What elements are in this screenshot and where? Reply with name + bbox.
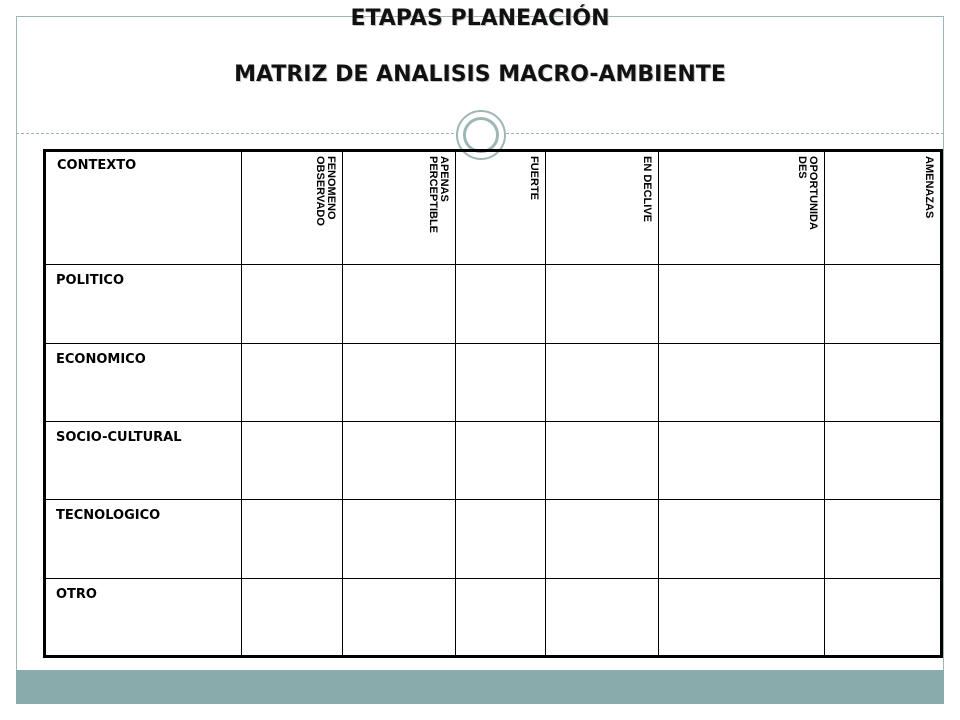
matrix-cell [343,265,456,343]
macro-environment-matrix [43,149,943,658]
header-cell [343,151,456,265]
row-header-cell [45,578,242,656]
matrix-cell [825,500,942,578]
row-header-cell [45,343,242,421]
matrix-cell [242,500,343,578]
matrix-cell [343,422,456,500]
matrix-cell [546,422,659,500]
column-header-label: AMENAZAS [923,156,935,219]
matrix-row [45,578,942,656]
matrix-cell [825,265,942,343]
matrix-cell [659,578,825,656]
row-label: TECNOLOGICO [56,508,161,524]
matrix-row [45,343,942,421]
matrix-cell [456,578,546,656]
row-header-cell [45,500,242,578]
header-cell [659,151,825,265]
matrix-cell [659,422,825,500]
matrix-cell [546,500,659,578]
header-cell [546,151,659,265]
matrix-row [45,422,942,500]
matrix-cell [546,265,659,343]
matrix-header-row [45,151,942,265]
slide-title: ETAPAS PLANEACIÓN [350,6,610,31]
row-label: ECONOMICO [56,351,146,367]
matrix-cell [343,500,456,578]
decorative-circle-inner [463,117,499,153]
column-header-label: FUERTE [528,156,540,200]
header-cell [242,151,343,265]
column-header-label: APENAS PERCEPTIBLE [427,156,450,234]
matrix-cell [659,265,825,343]
row-header-cell [45,422,242,500]
row-header-cell [45,265,242,343]
matrix-cell [456,343,546,421]
header-cell-context [45,151,242,265]
matrix-cell [456,265,546,343]
matrix-cell [659,343,825,421]
matrix-cell [659,500,825,578]
matrix-cell [546,343,659,421]
column-header-label: EN DECLIVE [641,156,653,223]
column-header-label: FENOMENO OBSERVADO [314,156,337,226]
row-label: SOCIO-CULTURAL [56,430,182,446]
matrix-cell [825,578,942,656]
header-cell [825,151,942,265]
matrix-cell [456,422,546,500]
matrix-cell [546,578,659,656]
matrix-row [45,500,942,578]
slide-frame-left [16,16,17,704]
matrix-cell [825,422,942,500]
matrix-cell [242,422,343,500]
matrix-cell [343,343,456,421]
context-header-label: CONTEXTO [57,158,137,173]
matrix-cell [343,578,456,656]
slide-subtitle: MATRIZ DE ANALISIS MACRO-AMBIENTE [234,62,726,87]
matrix-cell [242,343,343,421]
matrix-cell [242,265,343,343]
matrix-cell [825,343,942,421]
row-label: OTRO [56,586,97,602]
matrix-cell [456,500,546,578]
matrix-cell [242,578,343,656]
row-label: POLITICO [56,273,124,289]
slide-frame-right [943,16,944,704]
column-header-label: OPORTUNIDA DES [796,156,819,230]
footer-accent-bar [16,670,944,704]
matrix-row [45,265,942,343]
header-cell [456,151,546,265]
